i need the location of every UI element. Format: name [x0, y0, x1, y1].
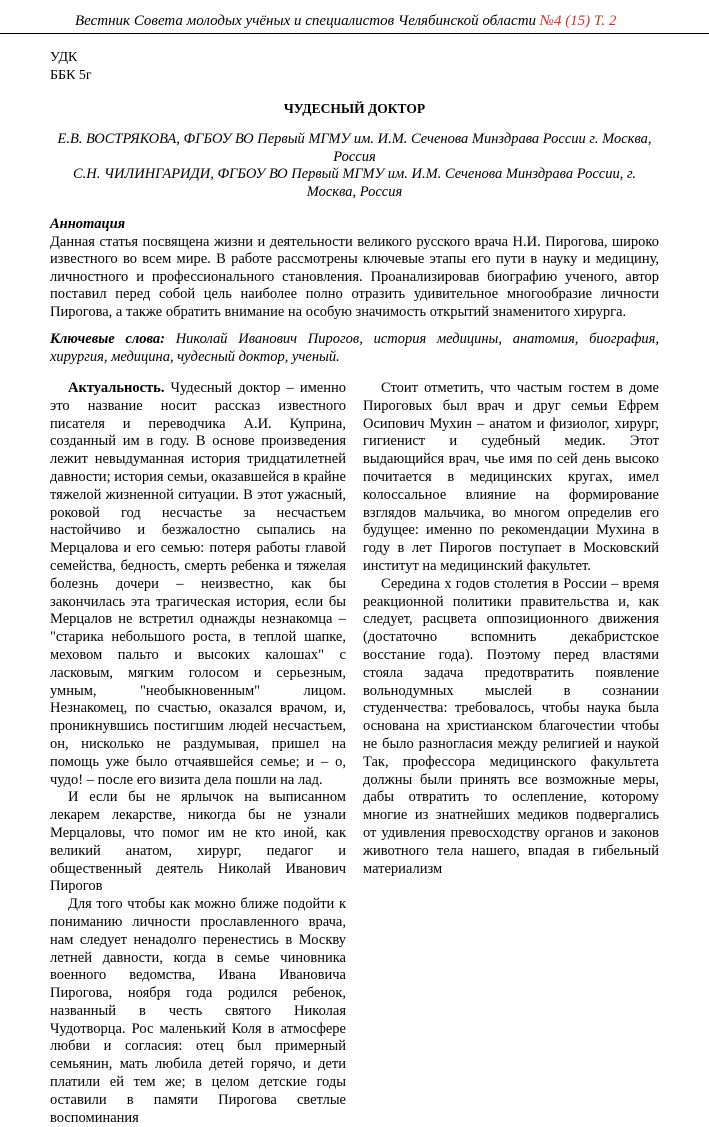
abstract-heading: Аннотация — [50, 216, 126, 232]
abstract — [50, 216, 659, 321]
authors-block — [52, 131, 657, 201]
paragraph-3: Для того чтобы как можно ближе подойти к пониманию личности прославленного врача, нам следует ненадолго перенестись в Москву летней давности, когда в семье чиновника военного ведомства, Ивана Ивановича Пирогова, ноября года родился ребенок, названный в честь святого Николая Чудотворца. Рос маленький Коля в атмосфере любви и согласия: отец был примерный семьянин, мать любила детей горячо, и дети платили ей тем же; в целом детские годы оставили в памяти Пирогова светлые воспоминания — [50, 896, 346, 1126]
journal-issue: №4 (15) Т. 2 — [539, 13, 617, 29]
paragraph-1 — [50, 380, 346, 789]
author-2: С.Н. ЧИЛИНГАРИДИ, ФГБОУ ВО Первый МГМУ им. И.М. Сеченова Минздрава России, г. Москва, Россия — [72, 166, 637, 200]
journal-name: Вестник Совета молодых учёных и специалистов Челябинской области — [75, 13, 540, 29]
section-lead: Актуальность. — [68, 380, 165, 396]
article-title: ЧУДЕСНЫЙ ДОКТОР — [283, 101, 426, 116]
udk-label: УДК — [50, 50, 78, 65]
paragraph-4: Стоит отметить, что частым гостем в доме Пироговых был врач и друг семьи Ефрем Осипович Мухин – анатом и физиолог, хирург, гигиенист и судебный медик. Этот выдающийся врач, чье имя по сей день высоко почитается в медицинских кругах, имел колоссальное влияние на формирование взглядов мальчика, во многом определив его будущее: именно по рекомендации Мухина в году в лет Пирогов поступает в Московский институт на медицинский факультет. — [363, 380, 659, 574]
paragraph-2: И если бы не ярлычок на выписанном лекарем лекарстве, никогда бы не узнали Мерцаловы, что помог им не кто иной, как великий анатом, хирург, педагог и общественный деятель Николай Иванович Пирогов — [50, 789, 346, 895]
keywords — [50, 330, 659, 366]
body-column-left — [50, 380, 346, 1127]
classification-codes — [50, 49, 92, 85]
bbk-label: ББК 5г — [50, 68, 92, 83]
author-1: Е.В. ВОСТРЯКОВА, ФГБОУ ВО Первый МГМУ им. И.М. Сеченова Минздрава России г. Москва, Россия — [57, 131, 652, 165]
journal-header — [75, 12, 616, 30]
paragraph-5: Середина х годов столетия в России – время реакционной политики правительства и, как следует, расцвета оппозиционного движения (достаточно вспомнить декабристское восстание года). Поэтому перед властями стояла задача предотвратить появление вольнодумных мыслей в сознании студенчества: требовалось, чтобы наука была основана на христианском благочестии чтобы не было разногласия между религией и наукой Так, профессора медицинского факультета должны были принять все возможные меры, дабы отвратить то ослепление, которому многие из знатнейших медиков подвергались от удивления превосходству органов и законов животного тела нашего, впадая в гибельный материализм — [363, 575, 659, 877]
keywords-label: Ключевые слова: — [50, 331, 165, 347]
header-rule — [0, 33, 709, 34]
keywords-text: Николай Иванович Пирогов, история медицины, анатомия, биография, хирургия, медицина, чудесный доктор, ученый. — [50, 331, 660, 365]
abstract-text: Данная статья посвящена жизни и деятельности великого русского врача Н.И. Пирогова, широко известного во всем мире. В работе рассмотрены ключевые этапы его пути в науку и медицину, личностного и профессионального становления. Проанализировав биографию ученого, автор поставил перед собой цель наиболее полно отразить удивительное многообразие личности Пирогова, а также обратить внимание на особую значимость открытий знаменитого хирурга. — [50, 233, 659, 320]
paragraph-1-text: Чудесный доктор – именно это название носит рассказ известного писателя и переводчика А.И. Куприна, созданный им в году. В основе произведения лежит невыдуманная история тридцатилетней давности; история семьи, оказавшейся в крайне тяжелой жизненной ситуации. В этот ужасный, роковой год несчастье за несчастьем настойчиво и безжалостно сыпались на Мерцалова и его семью: потеря работы главой семейства, бедность, смерть ребенка и тяжелая болезнь дочери – неизвестно, как бы закончилась эта трагическая история, если бы Мерцалов не встретил однажды незнакомца – "старика небольшого роста, в теплой шапке, меховом пальто и высоких калошах" с ласковым, мягким голосом и серьезным, умным, "необыкновенным" лицом. Незнакомец, по счастью, оказался врачом, и, проникнувшись постигшим людей несчастьем, он, нисколько не раздумывая, пришел на помощь уже было отчаявшейся семье; и – о, чудо! – после его визита дела пошли на лад. — [50, 380, 346, 788]
body-column-right — [363, 380, 659, 878]
